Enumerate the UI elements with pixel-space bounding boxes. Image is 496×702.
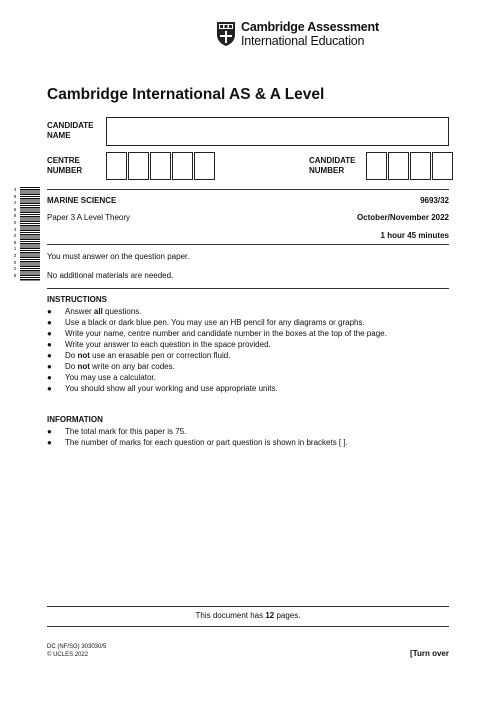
information-text: The number of marks for each question or part question is shown in brackets [ ]. — [65, 438, 348, 447]
doc-code: DC (NF/SG) 303030/5 — [47, 644, 107, 650]
centre-number-digit-box[interactable] — [194, 152, 215, 180]
barcode-digit: 8 — [13, 272, 17, 278]
candidate-number-boxes — [366, 152, 454, 180]
candidate-name-label-line1: CANDIDATE — [47, 121, 94, 130]
instruction-text: write on any bar codes. — [89, 362, 175, 371]
instruction-text: Write your name, centre number and candidate number in the boxes at the top of the page. — [65, 329, 387, 338]
divider — [47, 244, 449, 245]
candidate-number-label-line2: NUMBER — [309, 166, 345, 175]
instruction-text: Use a black or dark blue pen. You may use an HB pencil for any diagrams or graphs. — [65, 318, 365, 327]
centre-number-label-line2: NUMBER — [47, 166, 83, 175]
divider — [47, 189, 449, 190]
divider — [47, 288, 449, 289]
list-item: ● The total mark for this paper is 75. — [47, 427, 187, 436]
barcode-digit: 6 — [13, 206, 17, 212]
centre-number-label-line1: CENTRE — [47, 156, 80, 165]
copyright: © UCLES 2022 — [47, 652, 89, 658]
centre-number-digit-box[interactable] — [106, 152, 127, 180]
page-count-text: This document has — [195, 611, 266, 620]
barcode — [20, 187, 40, 281]
paper-name: Paper 3 A Level Theory — [47, 213, 131, 222]
candidate-number-digit-box[interactable] — [388, 152, 409, 180]
instruction-text: Do — [65, 362, 78, 371]
paper-code: 9693/32 — [420, 196, 449, 205]
barcode-digit: 0 — [13, 233, 17, 239]
cambridge-logo — [216, 20, 379, 50]
list-item: ● You may use a calculator. — [47, 373, 156, 382]
divider — [47, 626, 449, 627]
barcode-digit: 9 — [13, 193, 17, 199]
answer-note: You must answer on the question paper. — [47, 252, 190, 261]
page-count-text: pages. — [274, 611, 301, 620]
candidate-name-label — [47, 121, 94, 141]
candidate-name-field[interactable] — [106, 117, 449, 146]
centre-number-digit-box[interactable] — [128, 152, 149, 180]
information-text: The total mark for this paper is 75. — [65, 427, 187, 436]
page-count-number: 12 — [265, 611, 275, 620]
list-item: ● Write your name, centre number and candidate number in the boxes at the top of the page. — [47, 329, 387, 338]
divider — [47, 606, 449, 607]
candidate-name-label-line2: NAME — [47, 131, 71, 140]
information-list — [47, 426, 348, 448]
barcode-digit: 8 — [13, 213, 17, 219]
barcode-digit: 2 — [13, 200, 17, 206]
candidate-number-label — [309, 156, 356, 176]
list-item: ● Use a black or dark blue pen. You may use an HB pencil for any diagrams or graphs. — [47, 318, 365, 327]
exam-duration: 1 hour 45 minutes — [380, 231, 449, 240]
turn-over: [Turn over — [410, 649, 449, 658]
list-item: ● Answer all questions. — [47, 307, 142, 316]
candidate-number-digit-box[interactable] — [410, 152, 431, 180]
instruction-emphasis: not — [77, 362, 90, 371]
instruction-emphasis: all — [93, 307, 103, 316]
logo-text-line1: Cambridge Assessment — [241, 20, 379, 34]
barcode-digit: 2 — [13, 266, 17, 272]
subject-name: MARINE SCIENCE — [47, 196, 117, 205]
page-count-note — [0, 611, 496, 620]
materials-note: No additional materials are needed. — [47, 271, 174, 280]
instruction-text: questions. — [102, 307, 142, 316]
barcode-digit: 0 — [13, 259, 17, 265]
list-item: ● Write your answer to each question in the space provided. — [47, 340, 271, 349]
barcode-digits — [12, 187, 18, 279]
cambridge-crest-icon — [216, 21, 236, 47]
centre-number-label — [47, 156, 82, 176]
candidate-number-digit-box[interactable] — [366, 152, 387, 180]
barcode-digit: 8 — [13, 239, 17, 245]
list-item: ● Do not write on any bar codes. — [47, 362, 175, 371]
instruction-text: You should show all your working and use appropriate units. — [65, 384, 278, 393]
candidate-number-digit-box[interactable] — [432, 152, 453, 180]
instructions-heading: INSTRUCTIONS — [47, 295, 107, 304]
instruction-text: Do — [65, 351, 78, 360]
instruction-text: You may use a calculator. — [65, 373, 156, 382]
instructions-list — [47, 306, 387, 394]
instruction-emphasis: not — [77, 351, 90, 360]
instruction-text: use an erasable pen or correction fluid. — [89, 351, 231, 360]
barcode-digit: 4 — [13, 187, 17, 192]
page-title: Cambridge International AS & A Level — [47, 86, 325, 103]
centre-number-digit-box[interactable] — [172, 152, 193, 180]
information-heading: INFORMATION — [47, 415, 103, 424]
list-item: ● The number of marks for each question or part question is shown in brackets [ ]. — [47, 438, 348, 447]
logo-text-line2: International Education — [241, 34, 365, 48]
barcode-digit: 1 — [13, 246, 17, 252]
instruction-text: Write your answer to each question in the space provided. — [65, 340, 271, 349]
instruction-text: Answer — [65, 307, 94, 316]
barcode-digit: 0 — [13, 219, 17, 225]
list-item: ● You should show all your working and use appropriate units. — [47, 384, 278, 393]
barcode-digit: 4 — [13, 226, 17, 232]
candidate-number-label-line1: CANDIDATE — [309, 156, 356, 165]
barcode-digit: 3 — [13, 252, 17, 258]
list-item: ● Do not use an erasable pen or correction fluid. — [47, 351, 231, 360]
centre-number-boxes — [106, 152, 216, 180]
centre-number-digit-box[interactable] — [150, 152, 171, 180]
exam-session: October/November 2022 — [356, 213, 449, 222]
